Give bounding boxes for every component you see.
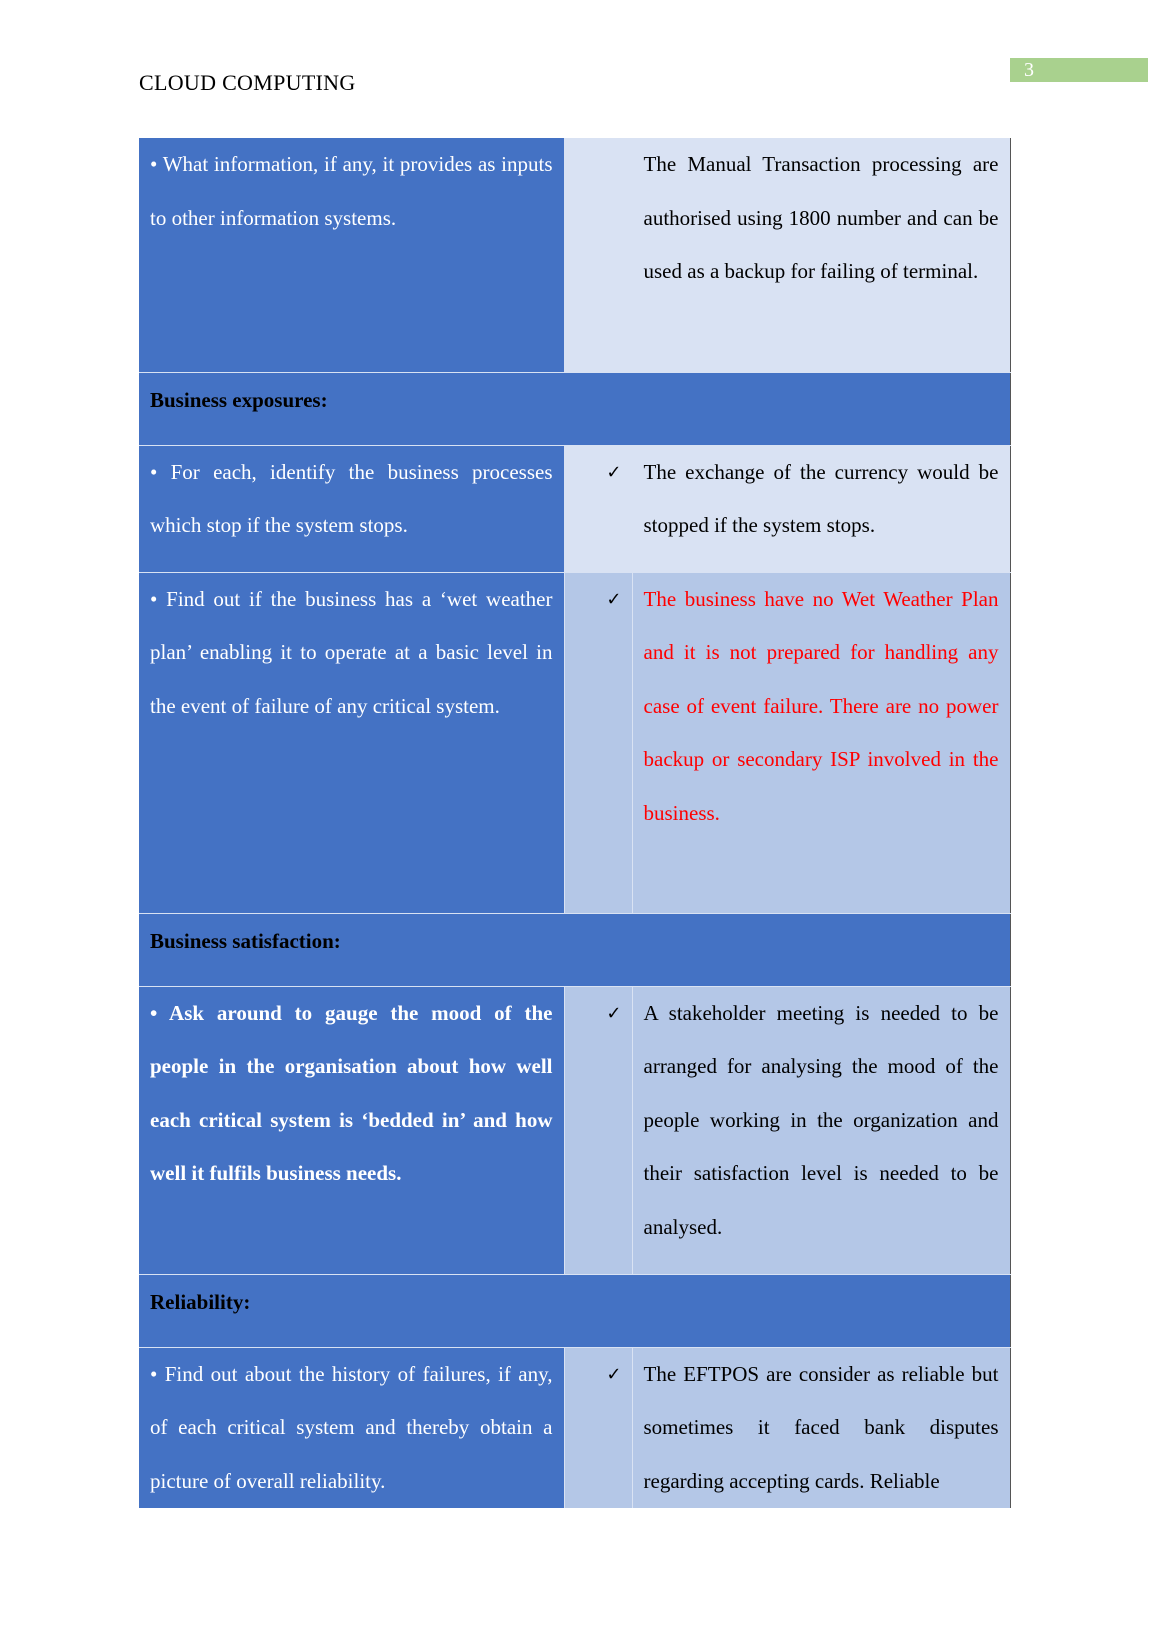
check-cell xyxy=(564,1347,632,1508)
checkmark-icon: ✓ xyxy=(606,588,622,610)
table-row xyxy=(139,572,1010,913)
section-heading: Business exposures: xyxy=(150,387,328,412)
question-text: • For each, identify the business processes which stop if the system stops. xyxy=(150,459,553,537)
question-text: • Find out if the business has a ‘wet weather plan’ enabling it to operate at a basic level in the event of failure of any critical system. xyxy=(150,586,553,718)
table-row xyxy=(139,986,1010,1274)
page-number: 3 xyxy=(1024,59,1034,81)
checkmark-icon: ✓ xyxy=(606,1363,622,1385)
section-row xyxy=(139,913,1010,986)
table-row xyxy=(139,138,1010,372)
answer-text: The exchange of the currency would be stopped if the system stops. xyxy=(643,459,999,537)
answer-cell xyxy=(632,1347,1010,1508)
page-number-badge xyxy=(1010,58,1148,82)
check-cell xyxy=(564,445,632,572)
checkmark-icon: ✓ xyxy=(606,1002,622,1024)
table-row xyxy=(139,445,1010,572)
question-cell xyxy=(139,986,564,1274)
section-heading-cell xyxy=(139,372,1010,445)
section-row xyxy=(139,1274,1010,1347)
answer-cell xyxy=(632,986,1010,1274)
question-cell xyxy=(139,445,564,572)
checkmark-icon: ✓ xyxy=(606,461,622,483)
answer-text: A stakeholder meeting is needed to be arranged for analysing the mood of the people working in the organization and their satisfaction level is needed to be analysed. xyxy=(643,1000,999,1239)
section-heading-cell xyxy=(139,913,1010,986)
running-header-title: CLOUD COMPUTING xyxy=(139,70,356,95)
answer-text: The business have no Wet Weather Plan and it is not prepared for handling any case of event failure. There are no power backup or secondary ISP involved in the business. xyxy=(643,586,999,825)
assessment-table xyxy=(139,138,1011,1508)
answer-cell xyxy=(632,445,1010,572)
table-row xyxy=(139,1347,1010,1508)
question-cell xyxy=(139,572,564,913)
check-cell xyxy=(564,986,632,1274)
section-row xyxy=(139,372,1010,445)
check-cell xyxy=(564,138,632,372)
section-heading: Reliability: xyxy=(150,1289,251,1314)
question-cell xyxy=(139,138,564,372)
question-text: • What information, if any, it provides as inputs to other information systems. xyxy=(150,152,553,230)
question-text: • Ask around to gauge the mood of the people in the organisation about how well each critical system is ‘bedded in’ and how well it fulfils business needs. xyxy=(150,1000,553,1185)
answer-cell xyxy=(632,138,1010,372)
answer-text: The Manual Transaction processing are authorised using 1800 number and can be used as a backup for failing of terminal. xyxy=(643,152,999,283)
section-heading-cell xyxy=(139,1274,1010,1347)
check-cell xyxy=(564,572,632,913)
answer-text: The EFTPOS are consider as reliable but sometimes it faced bank disputes regarding accepting cards. Reliable xyxy=(643,1361,999,1493)
answer-cell xyxy=(632,572,1010,913)
question-cell xyxy=(139,1347,564,1508)
question-text: • Find out about the history of failures, if any, of each critical system and thereby obtain a picture of overall reliability. xyxy=(150,1361,553,1493)
section-heading: Business satisfaction: xyxy=(150,928,341,953)
